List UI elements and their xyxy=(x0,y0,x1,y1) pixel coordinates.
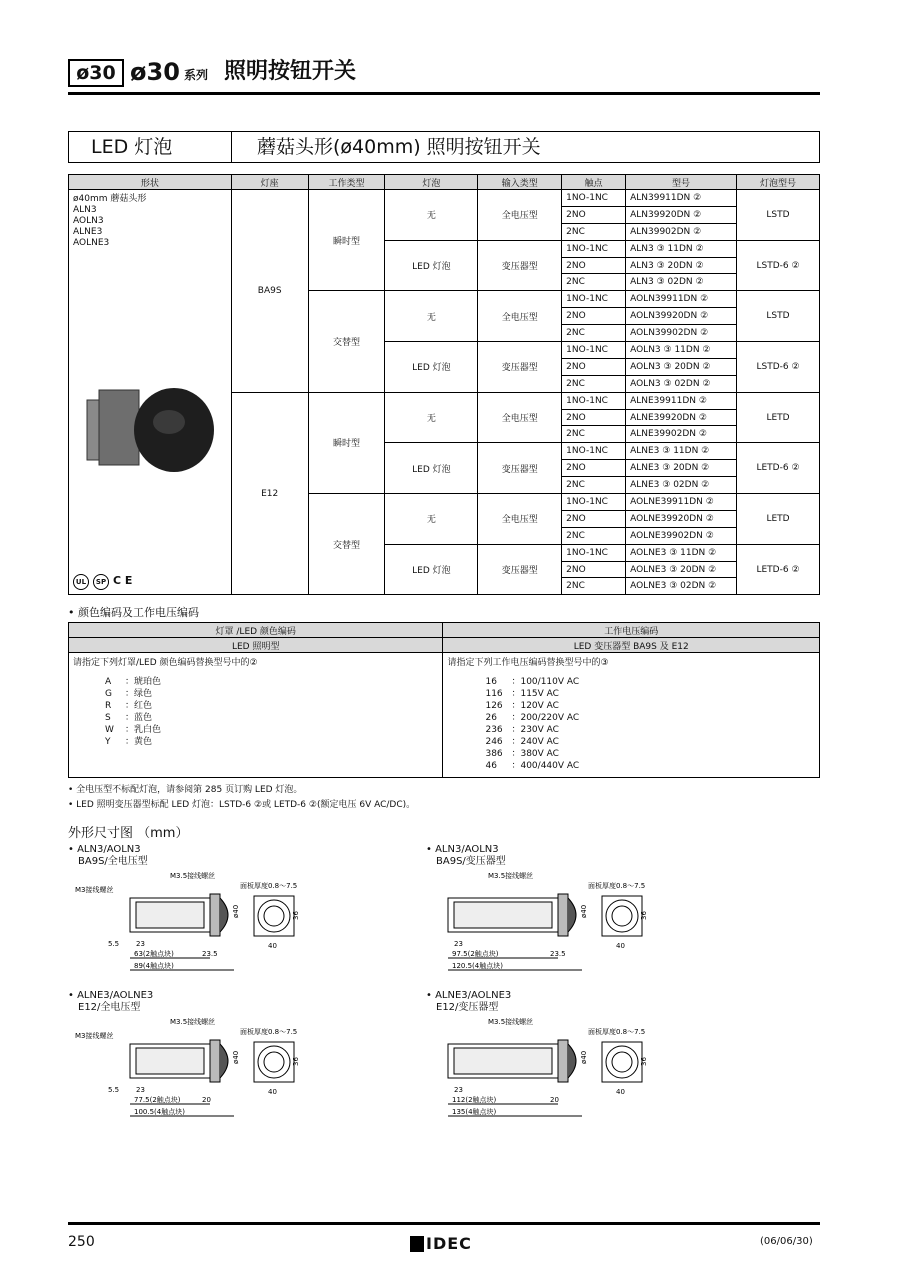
input-cell: 全电压型 xyxy=(478,392,562,443)
color-code-table xyxy=(68,622,820,778)
lamp-cell: 无 xyxy=(385,392,478,443)
screw-label-a: M3.5接线螺丝 xyxy=(170,1018,216,1026)
cc-subheader-right: LED 变压器型 BA9S 及 E12 xyxy=(443,638,820,653)
shape-cell xyxy=(69,190,232,595)
color-code-heading: • 颜色编码及工作电压编码 xyxy=(68,606,199,619)
contact-cell: 2NC xyxy=(562,477,626,494)
voltage-value: 380V AC xyxy=(520,749,559,759)
panel-label: 面板厚度0.8～7.5 xyxy=(240,882,298,890)
dim-b-label: 23 xyxy=(136,1086,145,1094)
model-cell: AOLNE3 ③ 11DN ② xyxy=(626,544,737,561)
voltage-value: 100/110V AC xyxy=(520,677,580,687)
dim-b-label: 23 xyxy=(454,1086,463,1094)
contact-cell: 2NC xyxy=(562,426,626,443)
col-header: 灯泡型号 xyxy=(737,175,820,190)
diameter-label: ø40 xyxy=(580,1050,588,1064)
contact-cell: 2NC xyxy=(562,375,626,392)
model-cell: AOLN39911DN ② xyxy=(626,291,737,308)
base-cell: BA9S xyxy=(231,190,308,393)
ce-mark: C E xyxy=(113,574,133,588)
drawing-model: • ALNE3/AOLNE3 xyxy=(68,990,154,1001)
drawing-type: E12/全电压型 xyxy=(78,1002,141,1013)
voltage-list-cell xyxy=(443,653,820,778)
brand-logo xyxy=(410,1234,472,1253)
model-cell: AOLNE39911DN ② xyxy=(626,494,737,511)
notes xyxy=(68,783,415,813)
lamp-cell: LED 灯泡 xyxy=(385,443,478,494)
width-label: 40 xyxy=(616,1088,625,1096)
bulb-cell: LSTD-6 ② xyxy=(737,342,820,393)
dim-a-label: 5.5 xyxy=(108,940,120,948)
col-header: 灯泡 xyxy=(385,175,478,190)
bulb-cell: LSTD xyxy=(737,291,820,342)
diameter-label: ø40 xyxy=(232,1050,240,1064)
contact-cell: 2NC xyxy=(562,578,626,595)
page-number: 250 xyxy=(68,1234,95,1250)
lamp-cell: LED 灯泡 xyxy=(385,544,478,595)
contact-cell: 1NO-1NC xyxy=(562,392,626,409)
dim-2block-label: 97.5(2触点块) xyxy=(452,950,499,958)
cc-subheader-left: LED 照明型 xyxy=(69,638,443,653)
model-cell: ALN39902DN ② xyxy=(626,223,737,240)
voltage-code-item: 126 ：120V AC xyxy=(485,701,559,711)
color-list-cell xyxy=(69,653,443,778)
contact-cell: 2NO xyxy=(562,358,626,375)
screw-label-b: M3接线螺丝 xyxy=(75,1032,114,1040)
voltage-code: 236 xyxy=(485,725,503,735)
bulb-cell: LETD-6 ② xyxy=(737,544,820,595)
contact-cell: 1NO-1NC xyxy=(562,190,626,207)
dim-4block-label: 120.5(4触点块) xyxy=(452,962,503,970)
brand-name: IDEC xyxy=(426,1234,472,1253)
contact-cell: 2NC xyxy=(562,527,626,544)
dimensions-title: 外形尺寸图 （mm） xyxy=(68,826,189,841)
base-cell: E12 xyxy=(231,392,308,595)
note-2: • LED 照明变压器型标配 LED 灯泡：LSTD-6 ②或 LETD-6 ②(额定电压 6V AC/DC)。 xyxy=(68,800,416,810)
model-cell: ALNE39920DN ② xyxy=(626,409,737,426)
cert-marks xyxy=(73,574,132,590)
model-cell: ALNE39911DN ② xyxy=(626,392,737,409)
dim-b-label: 23 xyxy=(454,940,463,948)
color-code-item: G ：绿色 xyxy=(105,689,153,699)
width-label: 40 xyxy=(268,942,277,950)
drawing-svg xyxy=(426,870,756,982)
model-cell: ALNE3 ③ 02DN ② xyxy=(626,477,737,494)
type-cell: 瞬时型 xyxy=(308,392,385,493)
voltage-code-item: 116 ：115V AC xyxy=(485,689,559,699)
col-header: 形状 xyxy=(69,175,232,190)
color-code-item: Y ：黄色 xyxy=(105,737,153,747)
color-name: 黄色 xyxy=(134,737,153,747)
model-cell: ALN3 ③ 20DN ② xyxy=(626,257,737,274)
footer-rule xyxy=(68,1222,820,1225)
voltage-code: 386 xyxy=(485,749,503,759)
col-header: 触点 xyxy=(562,175,626,190)
section-title-right: 蘑菇头形(ø40mm) 照明按钮开关 xyxy=(257,136,541,158)
shape-line: AOLNE3 xyxy=(73,238,110,248)
model-cell: AOLNE3 ③ 20DN ② xyxy=(626,561,737,578)
dim-b-label: 23 xyxy=(136,940,145,948)
bulb-cell: LSTD xyxy=(737,190,820,241)
input-cell: 变压器型 xyxy=(478,240,562,291)
product-table xyxy=(68,174,820,595)
voltage-value: 200/220V AC xyxy=(520,713,580,723)
model-cell: ALN39920DN ② xyxy=(626,206,737,223)
col-header: 输入类型 xyxy=(478,175,562,190)
height-label: 36 xyxy=(292,911,300,920)
model-cell: AOLN39902DN ② xyxy=(626,325,737,342)
color-code: S xyxy=(105,713,111,723)
shape-line: AOLN3 xyxy=(73,216,104,226)
bulb-cell: LETD xyxy=(737,494,820,545)
voltage-code: 46 xyxy=(485,761,497,771)
contact-cell: 1NO-1NC xyxy=(562,240,626,257)
diameter-label: ø40 xyxy=(232,904,240,918)
contact-cell: 1NO-1NC xyxy=(562,443,626,460)
drawing-model: • ALN3/AOLN3 xyxy=(426,844,499,855)
contact-cell: 2NO xyxy=(562,460,626,477)
voltage-value: 400/440V AC xyxy=(520,761,580,771)
dim-c-label: 20 xyxy=(202,1096,211,1104)
bulb-cell: LETD-6 ② xyxy=(737,443,820,494)
model-cell: ALNE3 ③ 20DN ② xyxy=(626,460,737,477)
color-code: R xyxy=(105,701,112,711)
color-list xyxy=(105,676,438,748)
color-name: 红色 xyxy=(134,701,153,711)
drawing-svg xyxy=(68,870,398,982)
header-rule xyxy=(68,92,820,95)
page-header xyxy=(68,56,820,96)
dim-c-label: 23.5 xyxy=(202,950,218,958)
contact-cell: 2NO xyxy=(562,257,626,274)
input-cell: 全电压型 xyxy=(478,190,562,241)
model-cell: AOLN39920DN ② xyxy=(626,308,737,325)
product-photo xyxy=(79,380,219,480)
page-title: 照明按钮开关 xyxy=(224,59,357,84)
color-name: 蓝色 xyxy=(134,713,153,723)
lamp-cell: LED 灯泡 xyxy=(385,240,478,291)
panel-label: 面板厚度0.8～7.5 xyxy=(240,1028,298,1036)
dim-c-label: 20 xyxy=(550,1096,559,1104)
contact-cell: 2NC xyxy=(562,325,626,342)
shape-line: ALNE3 xyxy=(73,227,103,237)
lamp-cell: 无 xyxy=(385,190,478,241)
height-label: 36 xyxy=(640,911,648,920)
dimension-drawing xyxy=(68,844,398,984)
drawing-svg xyxy=(68,1016,398,1128)
type-cell: 瞬时型 xyxy=(308,190,385,291)
color-name: 琥珀色 xyxy=(134,677,162,687)
voltage-value: 230V AC xyxy=(520,725,559,735)
drawing-model: • ALNE3/AOLNE3 xyxy=(426,990,512,1001)
voltage-code-item: 386 ：380V AC xyxy=(485,749,559,759)
dim-2block-label: 77.5(2触点块) xyxy=(134,1096,181,1104)
drawing-type: BA9S/变压器型 xyxy=(436,856,506,867)
voltage-value: 120V AC xyxy=(520,701,559,711)
ul-icon: UL xyxy=(73,574,89,590)
contact-cell: 2NO xyxy=(562,206,626,223)
lamp-cell: LED 灯泡 xyxy=(385,342,478,393)
contact-cell: 1NO-1NC xyxy=(562,342,626,359)
model-cell: ALNE3 ③ 11DN ② xyxy=(626,443,737,460)
contact-cell: 2NO xyxy=(562,308,626,325)
revision-date: (06/06/30) xyxy=(760,1236,813,1247)
model-cell: AOLNE3 ③ 02DN ② xyxy=(626,578,737,595)
input-cell: 全电压型 xyxy=(478,494,562,545)
voltage-code-item: 26 ：200/220V AC xyxy=(485,713,580,723)
dimension-drawing xyxy=(426,990,756,1130)
voltage-code-item: 16 ：100/110V AC xyxy=(485,677,580,687)
col-header: 工作类型 xyxy=(308,175,385,190)
panel-label: 面板厚度0.8～7.5 xyxy=(588,882,646,890)
col-header: 型号 xyxy=(626,175,737,190)
diameter-label: ø40 xyxy=(580,904,588,918)
dim-c-label: 23.5 xyxy=(550,950,566,958)
model-cell: ALN3 ③ 11DN ② xyxy=(626,240,737,257)
model-cell: AOLN3 ③ 02DN ② xyxy=(626,375,737,392)
type-cell: 交替型 xyxy=(308,291,385,392)
series-suffix: 系列 xyxy=(184,68,209,82)
voltage-code: 16 xyxy=(485,677,497,687)
model-cell: AOLNE39920DN ② xyxy=(626,510,737,527)
color-code-item: A ：琥珀色 xyxy=(105,677,162,687)
note-1: • 全电压型不标配灯泡，请参阅第 285 页订购 LED 灯泡。 xyxy=(68,785,303,795)
dim-a-label: 5.5 xyxy=(108,1086,120,1094)
cc-header-left: 灯罩 /LED 颜色编码 xyxy=(69,623,443,638)
input-cell: 全电压型 xyxy=(478,291,562,342)
width-label: 40 xyxy=(616,942,625,950)
section-title-box xyxy=(68,131,820,163)
drawing-svg xyxy=(426,1016,756,1128)
bulb-cell: LETD xyxy=(737,392,820,443)
color-name: 绿色 xyxy=(134,689,153,699)
voltage-code: 116 xyxy=(485,689,503,699)
drawing-model: • ALN3/AOLN3 xyxy=(68,844,141,855)
color-code-item: R ：红色 xyxy=(105,701,153,711)
dim-2block-label: 63(2触点块) xyxy=(134,950,174,958)
shape-line: ALN3 xyxy=(73,205,97,215)
color-code: Y xyxy=(105,737,111,747)
dim-4block-label: 135(4触点块) xyxy=(452,1108,497,1116)
lamp-cell: 无 xyxy=(385,494,478,545)
contact-cell: 2NO xyxy=(562,561,626,578)
screw-label-a: M3.5接线螺丝 xyxy=(488,1018,534,1026)
series-code-box: ø30 xyxy=(68,59,124,87)
model-cell: AOLNE39902DN ② xyxy=(626,527,737,544)
model-cell: AOLN3 ③ 20DN ② xyxy=(626,358,737,375)
contact-cell: 1NO-1NC xyxy=(562,544,626,561)
csa-icon: SP xyxy=(93,574,109,590)
table-header-row xyxy=(69,175,820,190)
logo-mark-icon xyxy=(410,1236,424,1252)
model-cell: ALN3 ③ 02DN ② xyxy=(626,274,737,291)
voltage-code-item: 236 ：230V AC xyxy=(485,725,559,735)
dim-2block-label: 112(2触点块) xyxy=(452,1096,497,1104)
screw-label-a: M3.5接线螺丝 xyxy=(488,872,534,880)
col-header: 灯座 xyxy=(231,175,308,190)
color-intro: 请指定下列灯罩/LED 颜色编码替换型号中的② xyxy=(73,658,258,668)
color-code: G xyxy=(105,689,112,699)
voltage-code-item: 46 ：400/440V AC xyxy=(485,761,580,771)
color-code: A xyxy=(105,677,112,687)
cc-header-right: 工作电压编码 xyxy=(443,623,820,638)
dimension-drawing xyxy=(68,990,398,1130)
voltage-intro: 请指定下列工作电压编码替换型号中的③ xyxy=(447,658,609,668)
screw-label-a: M3.5接线螺丝 xyxy=(170,872,216,880)
series-label: ø30 xyxy=(130,58,180,86)
lamp-cell: 无 xyxy=(385,291,478,342)
contact-cell: 2NC xyxy=(562,274,626,291)
voltage-code: 126 xyxy=(485,701,503,711)
drawing-type: BA9S/全电压型 xyxy=(78,856,148,867)
model-cell: AOLN3 ③ 11DN ② xyxy=(626,342,737,359)
contact-cell: 2NO xyxy=(562,409,626,426)
dim-4block-label: 89(4触点块) xyxy=(134,962,174,970)
contact-cell: 2NC xyxy=(562,223,626,240)
input-cell: 变压器型 xyxy=(478,342,562,393)
color-code: W xyxy=(105,725,114,735)
height-label: 36 xyxy=(292,1057,300,1066)
voltage-code: 26 xyxy=(485,713,497,723)
shape-line: ø40mm 蘑菇头形 xyxy=(73,194,147,204)
input-cell: 变压器型 xyxy=(478,544,562,595)
voltage-list xyxy=(485,676,815,772)
height-label: 36 xyxy=(640,1057,648,1066)
width-label: 40 xyxy=(268,1088,277,1096)
type-cell: 交替型 xyxy=(308,494,385,595)
model-cell: ALNE39902DN ② xyxy=(626,426,737,443)
model-cell: ALN39911DN ② xyxy=(626,190,737,207)
dimension-drawing xyxy=(426,844,756,984)
voltage-value: 240V AC xyxy=(520,737,559,747)
voltage-code-item: 246 ：240V AC xyxy=(485,737,559,747)
table-row xyxy=(69,190,820,207)
color-name: 乳白色 xyxy=(134,725,162,735)
bulb-cell: LSTD-6 ② xyxy=(737,240,820,291)
color-code-item: W ：乳白色 xyxy=(105,725,162,735)
voltage-code: 246 xyxy=(485,737,503,747)
dim-4block-label: 100.5(4触点块) xyxy=(134,1108,185,1116)
color-code-item: S ：蓝色 xyxy=(105,713,153,723)
contact-cell: 2NO xyxy=(562,510,626,527)
screw-label-b: M3接线螺丝 xyxy=(75,886,114,894)
contact-cell: 1NO-1NC xyxy=(562,494,626,511)
section-title-left: LED 灯泡 xyxy=(69,132,232,162)
panel-label: 面板厚度0.8～7.5 xyxy=(588,1028,646,1036)
contact-cell: 1NO-1NC xyxy=(562,291,626,308)
drawing-type: E12/变压器型 xyxy=(436,1002,499,1013)
input-cell: 变压器型 xyxy=(478,443,562,494)
voltage-value: 115V AC xyxy=(520,689,559,699)
